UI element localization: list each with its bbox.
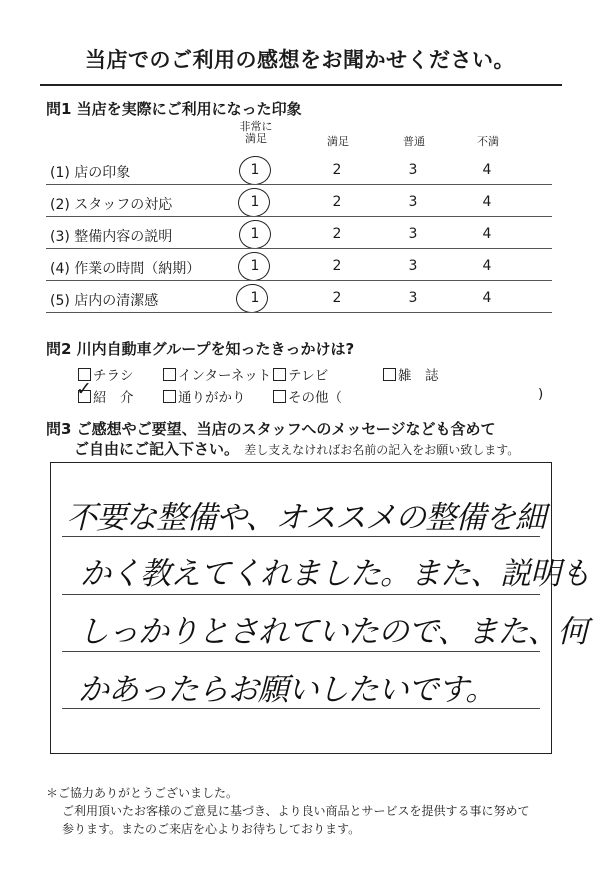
q1-heading: 問1 当店を実際にご利用になった印象	[46, 100, 302, 118]
title-divider	[40, 84, 562, 86]
rating-row-label: (2) スタッフの対応	[50, 197, 173, 213]
rating-row-label: (1) 店の印象	[50, 165, 131, 181]
score-3[interactable]: 3	[408, 194, 418, 210]
column-header-very-satisfied	[226, 121, 286, 145]
rating-row-label: (4) 作業の時間（納期）	[50, 261, 201, 277]
row-divider	[46, 248, 552, 249]
score-2[interactable]: 2	[332, 226, 342, 242]
q3-subheading-note: 差し支えなければお名前の記入をお願い致します。	[244, 443, 520, 457]
score-3[interactable]: 3	[408, 162, 418, 178]
option-internet[interactable]: インターネット	[163, 364, 271, 384]
handwritten-comment-line: しっかりとされていたので、また、何	[78, 614, 588, 650]
score-3[interactable]: 3	[408, 226, 418, 242]
score-4[interactable]: 4	[482, 194, 492, 210]
score-3[interactable]: 3	[408, 258, 418, 274]
check-mark-icon: ✓	[76, 378, 92, 400]
other-close-paren: )	[538, 386, 544, 402]
footer-thanks: ＊ご協力ありがとうございました。	[46, 786, 239, 800]
checkbox[interactable]	[273, 368, 286, 381]
row-divider	[46, 184, 552, 185]
column-header-satisfied: 満足	[327, 135, 349, 148]
score-4[interactable]: 4	[482, 290, 492, 306]
checkbox[interactable]	[273, 390, 286, 403]
rating-row-label: (3) 整備内容の説明	[50, 229, 173, 245]
score-4[interactable]: 4	[482, 226, 492, 242]
row-divider	[46, 312, 552, 313]
column-header-line1: 非常に	[239, 120, 273, 133]
option-tv[interactable]: テレビ	[273, 364, 328, 384]
score-2[interactable]: 2	[332, 258, 342, 274]
score-1[interactable]: 1	[250, 162, 260, 178]
page-title: 当店でのご利用の感想をお聞かせください。	[85, 48, 515, 72]
checkbox[interactable]	[383, 368, 396, 381]
footer-note-line2: 参ります。またのご来店を心よりお待ちしております。	[62, 822, 361, 836]
score-3[interactable]: 3	[408, 290, 418, 306]
score-1[interactable]: 1	[250, 290, 260, 306]
score-2[interactable]: 2	[332, 290, 342, 306]
option-magazine[interactable]: 雑 誌	[383, 364, 439, 384]
score-4[interactable]: 4	[482, 258, 492, 274]
writing-line	[62, 651, 540, 652]
column-header-line2: 満足	[245, 132, 267, 145]
handwritten-comment-line: かく教えてくれました。また、説明も	[80, 556, 590, 592]
option-passing-by[interactable]: 通りがかり	[163, 386, 246, 406]
row-divider	[46, 216, 552, 217]
handwritten-comment-line: 不要な整備や、オススメの整備を細	[66, 500, 546, 536]
checkbox[interactable]	[163, 390, 176, 403]
row-divider	[46, 280, 552, 281]
score-2[interactable]: 2	[332, 194, 342, 210]
handwritten-comment-line: かあったらお願いしたいです。	[78, 672, 496, 708]
option-flyer[interactable]: チラシ	[78, 364, 134, 384]
option-other[interactable]: その他（	[273, 386, 342, 406]
score-1[interactable]: 1	[250, 226, 260, 242]
checkbox[interactable]	[163, 368, 176, 381]
q2-heading: 問2 川内自動車グループを知ったきっかけは?	[46, 340, 355, 358]
q3-heading: 問3 ご感想やご要望、当店のスタッフへのメッセージなども含めて	[46, 420, 496, 438]
footer-note-line1: ご利用頂いたお客様のご意見に基づき、より良い商品とサービスを提供する事に努めて	[62, 804, 530, 818]
column-header-normal: 普通	[403, 135, 425, 148]
score-2[interactable]: 2	[332, 162, 342, 178]
q3-subheading	[74, 438, 519, 459]
writing-line	[62, 594, 540, 595]
score-4[interactable]: 4	[482, 162, 492, 178]
option-referral[interactable]: 紹 介	[78, 386, 134, 406]
column-header-dissatisfied: 不満	[477, 135, 499, 148]
score-1[interactable]: 1	[250, 194, 260, 210]
rating-row-label: (5) 店内の清潔感	[50, 293, 159, 309]
score-1[interactable]: 1	[250, 258, 260, 274]
q3-subheading-bold: ご自由にご記入下さい。	[74, 440, 240, 458]
